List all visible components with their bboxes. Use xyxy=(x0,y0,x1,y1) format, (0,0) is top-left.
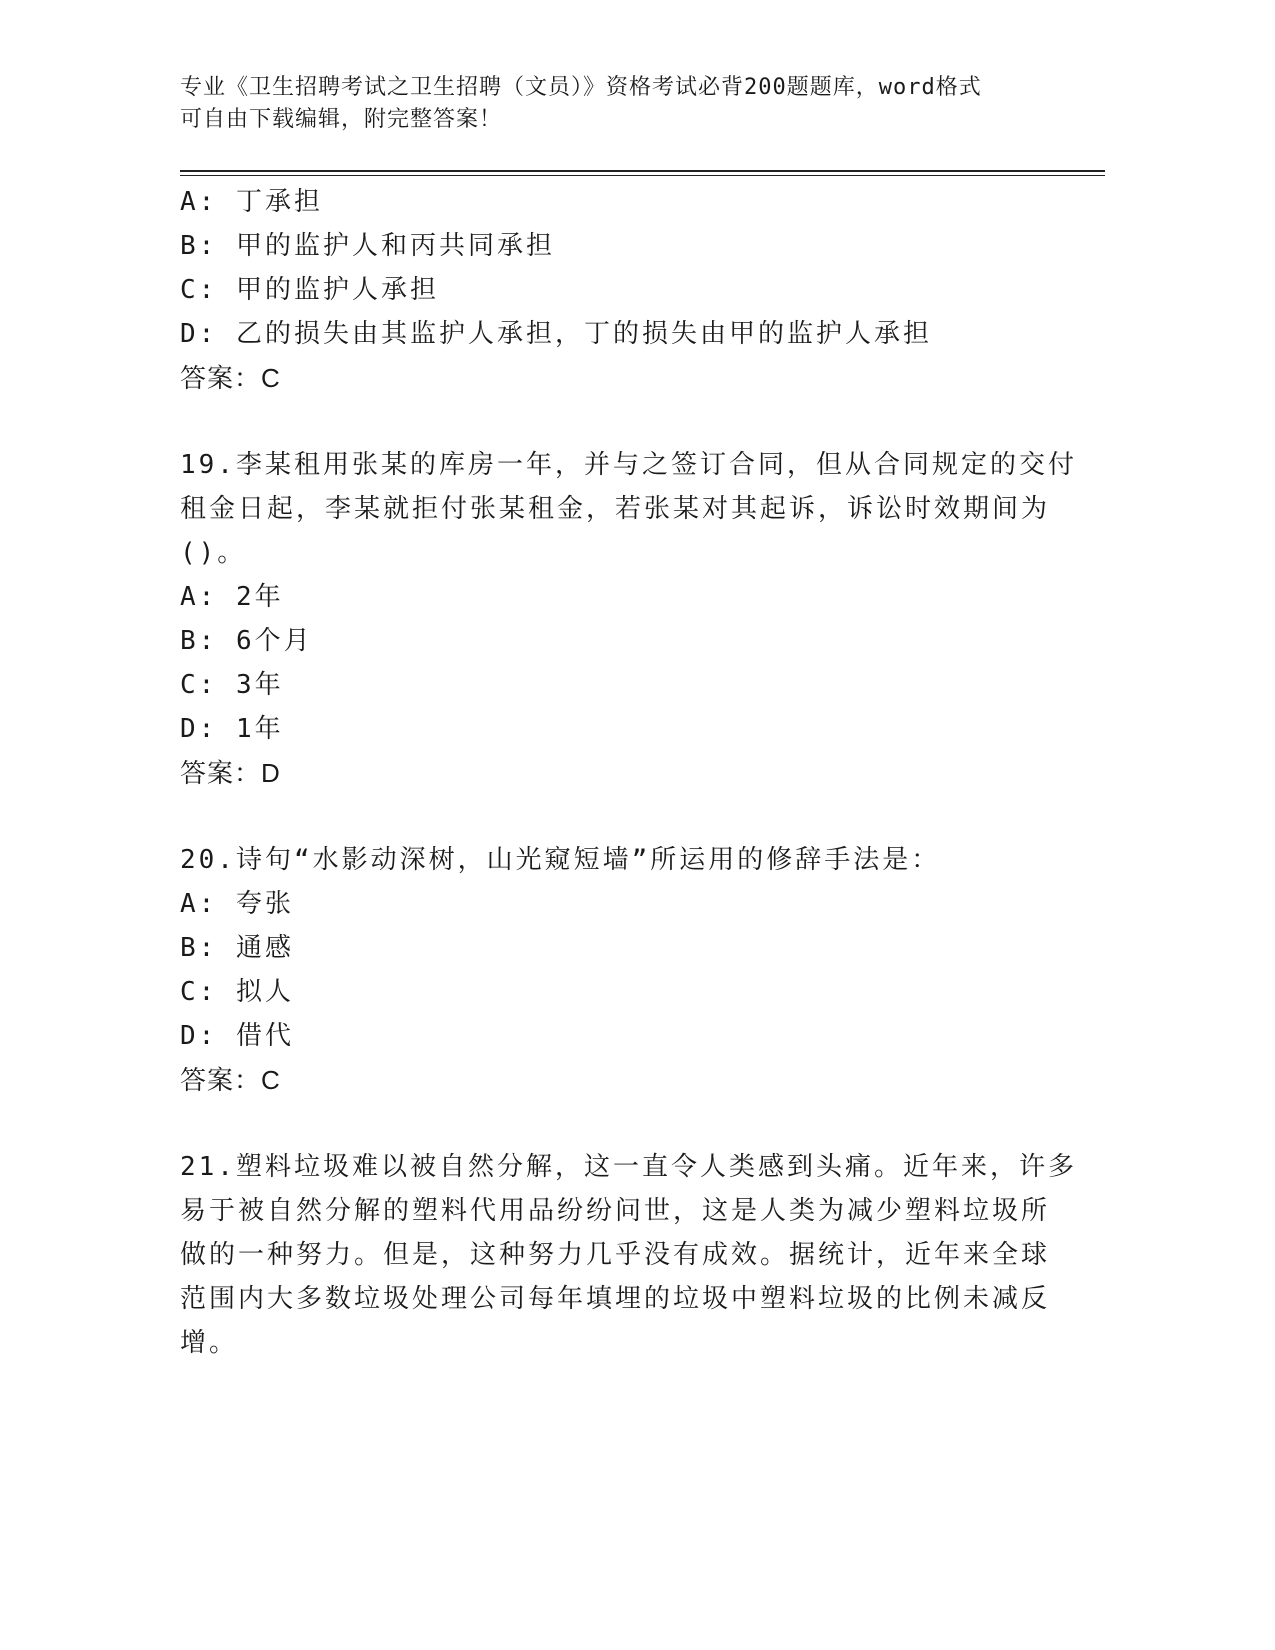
option-b: B: 通感 xyxy=(180,933,294,963)
option-d: D: 1年 xyxy=(180,714,284,744)
question-stem-line-1: 19.李某租用张某的库房一年，并与之签订合同，但从合同规定的交付 xyxy=(180,450,1077,480)
question-stem-line-3: 做的一种努力。但是，这种努力几乎没有成效。据统计，近年来全球 xyxy=(180,1240,1051,1270)
question-20 xyxy=(180,838,1040,1102)
header-line-1: 专业《卫生招聘考试之卫生招聘（文员）》资格考试必背200题题库，word格式 xyxy=(180,75,982,100)
option-b: B: 甲的监护人和丙共同承担 xyxy=(180,231,555,261)
question-stem-line-2: 易于被自然分解的塑料代用品纷纷问世，这是人类为减少塑料垃圾所 xyxy=(180,1196,1051,1226)
question-stem-line-5: 增。 xyxy=(180,1328,239,1358)
option-c: C: 甲的监护人承担 xyxy=(180,275,439,305)
option-a: A: 丁承担 xyxy=(180,187,323,217)
question-21 xyxy=(180,1145,1077,1365)
option-a: A: 2年 xyxy=(180,582,284,612)
option-d: D: 乙的损失由其监护人承担，丁的损失由甲的监护人承担 xyxy=(180,319,932,349)
header-divider-thin xyxy=(180,175,1105,176)
question-19 xyxy=(180,443,1077,795)
question-content xyxy=(180,180,1077,1365)
spacer xyxy=(180,1102,1040,1145)
question-stem-line-4: 范围内大多数垃圾处理公司每年填埋的垃圾中塑料垃圾的比例未减反 xyxy=(180,1284,1051,1314)
spacer xyxy=(180,400,1040,443)
question-stem-line-2: 租金日起，李某就拒付张某租金，若张某对其起诉，诉讼时效期间为 xyxy=(180,494,1051,524)
option-a: A: 夸张 xyxy=(180,889,294,919)
document-header xyxy=(180,72,1040,136)
question-stem-line-1: 20.诗句“水影动深树，山光窥短墙”所运用的修辞手法是： xyxy=(180,845,941,875)
header-line-2: 可自由下载编辑，附完整答案！ xyxy=(180,107,503,132)
option-c: C: 拟人 xyxy=(180,977,294,1007)
option-c: C: 3年 xyxy=(180,670,284,700)
question-stem-line-3: ()。 xyxy=(180,538,247,568)
header-divider-thick xyxy=(180,170,1105,172)
answer-line: 答案：C xyxy=(180,1065,281,1095)
spacer xyxy=(180,795,1040,838)
option-b: B: 6个月 xyxy=(180,626,313,656)
answer-line: 答案：D xyxy=(180,758,281,788)
option-d: D: 借代 xyxy=(180,1021,294,1051)
question-stem-line-1: 21.塑料垃圾难以被自然分解，这一直令人类感到头痛。近年来，许多 xyxy=(180,1152,1077,1182)
question-18 xyxy=(180,180,1040,400)
answer-line: 答案：C xyxy=(180,363,281,393)
